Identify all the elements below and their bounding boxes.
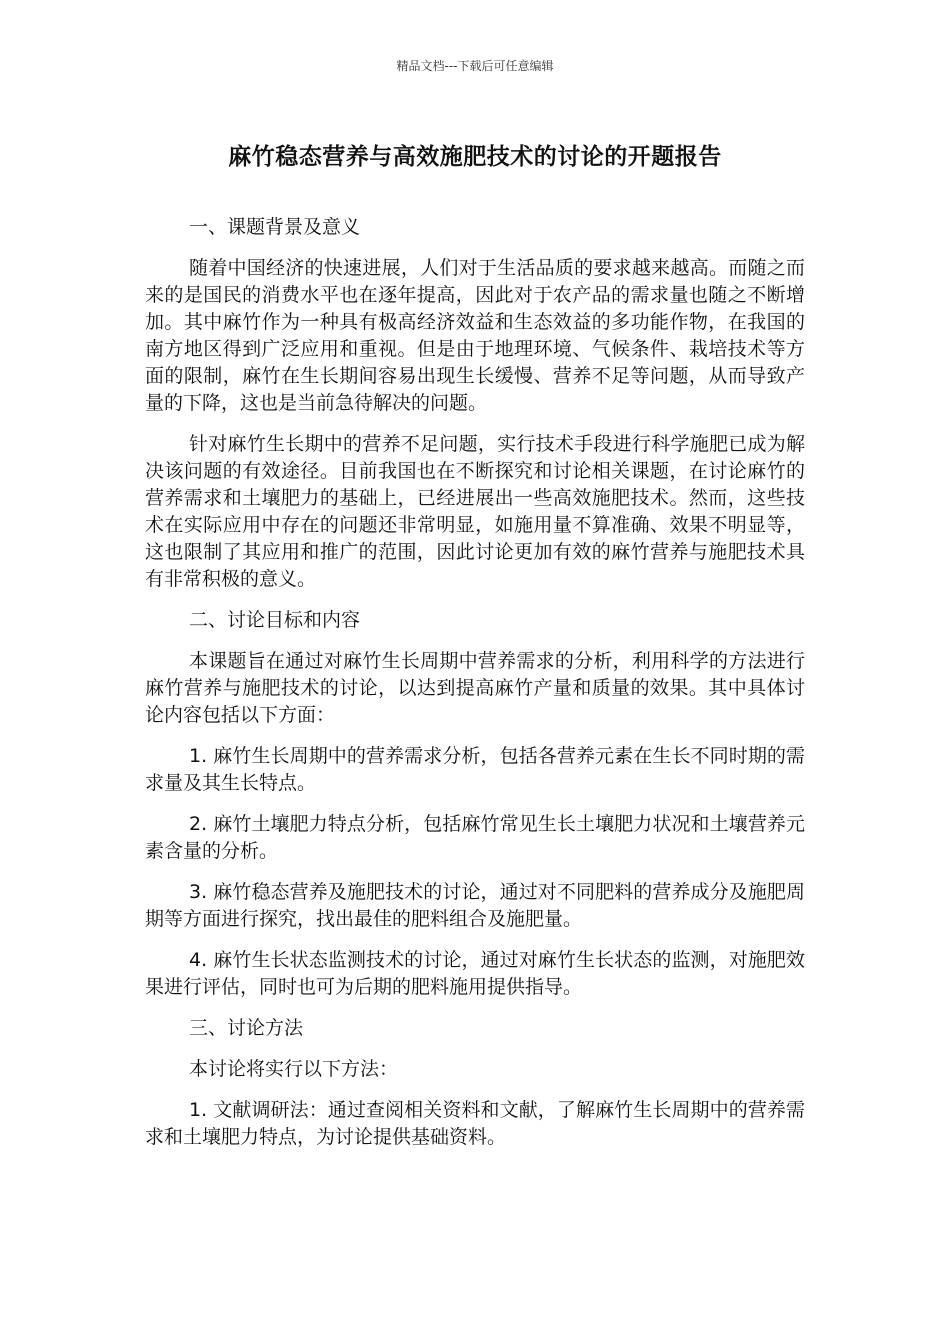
paragraph-background-2: 针对麻竹生长期中的营养不足问题，实行技术手段进行科学施肥已成为解决该问题的有效途径。目前我国也在不断探究和讨论相关课题，在讨论麻竹的营养需求和土壤肥力的基础上，已经进展出一些高效施肥技术。然而，这些技术在实际应用中存在的问题还非常明显，如施用量不算准确、效果不明显等，这也限制了其应用和推广的范围，因此讨论更加有效的麻竹营养与施肥技术具有非常积极的意义。 [145, 433, 805, 590]
list-item-objective-2: 2. 麻竹土壤肥力特点分析，包括麻竹常见生长土壤肥力状况和土壤营养元素含量的分析。 [145, 813, 805, 862]
section-heading-methods: 三、讨论方法 [189, 1017, 304, 1039]
list-item-objective-3: 3. 麻竹稳态营养及施肥技术的讨论，通过对不同肥料的营养成分及施肥周期等方面进行探究，找出最佳的肥料组合及施肥量。 [145, 881, 805, 930]
section-heading-objectives: 二、讨论目标和内容 [189, 609, 361, 631]
list-item-objective-4: 4. 麻竹生长状态监测技术的讨论，通过对麻竹生长状态的监测，对施肥效果进行评估，同时也可为后期的肥料施用提供指导。 [145, 949, 805, 998]
header-note: 精品文档---下载后可任意编辑 [396, 59, 554, 73]
paragraph-background-1: 随着中国经济的快速进展，人们对于生活品质的要求越来越高。而随之而来的是国民的消费水平也在逐年提高，因此对于农产品的需求量也随之不断增加。其中麻竹作为一种具有极高经济效益和生态效益的多功能作物，在我国的南方地区得到广泛应用和重视。但是由于地理环境、气候条件、栽培技术等方面的限制，麻竹在生长期间容易出现生长缓慢、营养不足等问题，从而导致产量的下降，这也是当前急待解决的问题。 [145, 257, 805, 414]
paragraph-objectives-intro: 本课题旨在通过对麻竹生长周期中营养需求的分析，利用科学的方法进行麻竹营养与施肥技术的讨论，以达到提高麻竹产量和质量的效果。其中具体讨论内容包括以下方面： [145, 650, 805, 726]
list-item-method-1: 1. 文献调研法：通过查阅相关资料和文献，了解麻竹生长周期中的营养需求和土壤肥力特点，为讨论提供基础资料。 [145, 1099, 805, 1148]
paragraph-methods-intro: 本讨论将实行以下方法： [189, 1058, 399, 1080]
document-title: 麻竹稳态营养与高效施肥技术的讨论的开题报告 [228, 144, 722, 170]
document-body [145, 214, 805, 1165]
list-item-objective-1: 1. 麻竹生长周期中的营养需求分析，包括各营养元素在生长不同时期的需求量及其生长特点。 [145, 745, 805, 794]
section-heading-background: 一、课题背景及意义 [189, 216, 361, 238]
